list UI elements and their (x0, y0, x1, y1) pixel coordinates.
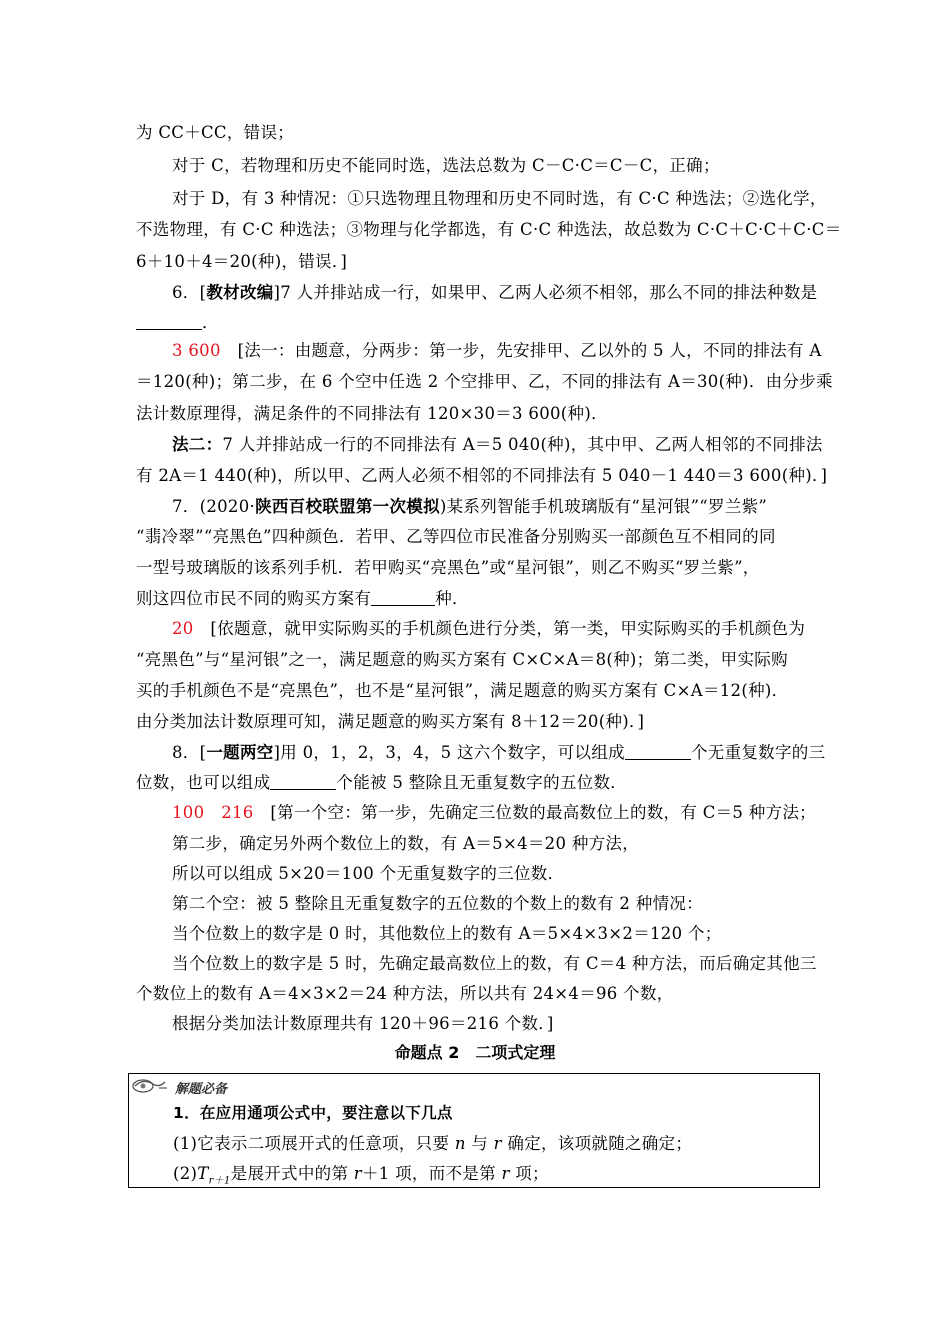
answer-blank (625, 743, 691, 760)
question-text: “翡冷翠”“亮黑色”四种颜色．若甲、乙等四位市民准备分别购买一部颜色互不相同的同 (136, 527, 776, 546)
answer-value: 100 216 (172, 803, 254, 822)
tips-text: 确定，该项就随之确定； (501, 1134, 693, 1153)
answer-blank (371, 589, 435, 606)
subscript: r＋1 (208, 1175, 231, 1187)
tips-text: (1)它表示二项展开式的任意项，只要 (173, 1134, 455, 1153)
text-line: 不选物理，有 C·C 种选法；③物理与化学都选，有 C·C 种选法，故总数为 C·C＋C·C＋C·C＝ (136, 220, 842, 239)
tips-box (128, 1073, 820, 1188)
tips-line (173, 1163, 549, 1192)
solution-text: [依题意，就甲实际购买的手机颜色进行分类，第一类，甲实际购买的手机颜色为 (210, 619, 806, 638)
answer-blank-line (136, 312, 219, 334)
text-line: 为 CC＋CC，错误； (136, 123, 295, 142)
tips-text: ＋1 项，而不是第 (361, 1164, 502, 1183)
solution-line: 所以可以组成 5×20＝100 个无重复数字的三位数． (172, 864, 565, 883)
question-text (136, 772, 627, 794)
section-heading: 命题点 2 二项式定理 (394, 1043, 556, 1062)
variable-r: r (501, 1164, 510, 1183)
question-number: 6．[ (172, 283, 207, 302)
question-tag: 教材改编 (206, 283, 274, 302)
text-line: 6＋10＋4＝20(种)，错误．] (136, 252, 348, 271)
solution-line: 第二步，确定另外两个数位上的数，有 A＝5×4＝20 种方法， (172, 834, 640, 853)
tips-text: 与 (465, 1134, 494, 1153)
question-text-part: ]用 0，1，2，3，4，5 这六个数字，可以组成 (273, 743, 625, 762)
solution-line: 第二个空：被 5 整除且无重复数字的五位数的个数上的数有 2 种情况： (172, 894, 703, 913)
solution-line: 由分类加法计数原理可知，满足题意的购买方案有 8＋12＝20(种)．] (136, 712, 645, 731)
solution-text: 7 人并排站成一行的不同排法有 A＝5 040(种)，其中甲、乙两人相邻的不同排法 (222, 435, 823, 454)
solution-line: 当个位数上的数字是 5 时，先确定最高数位上的数，有 C＝4 种方法，而后确定其他三 (172, 954, 817, 973)
question-text-part: 则这四位市民不同的购买方案有 (136, 589, 372, 608)
question-text (136, 588, 469, 610)
tips-text: (2) (173, 1164, 198, 1183)
solution-line: ＝120(种)；第二步，在 6 个空中任选 2 个空排甲、乙，不同的排法有 A＝30(种)．由分步乘 (136, 372, 833, 391)
question-number: 8．[ (172, 743, 207, 762)
solution-line: “亮黑色”与“星河银”之一，满足题意的购买方案有 C×C×A＝8(种)；第二类，甲实际购 (136, 650, 788, 669)
variable-n: n (454, 1134, 466, 1153)
variable-T: T (197, 1164, 209, 1183)
solution-line: 当个位数上的数字是 0 时，其他数位上的数有 A＝5×4×3×2＝120 个； (172, 924, 722, 943)
punctuation: ． (202, 313, 219, 332)
solution-line: 买的手机颜色不是“亮黑色”，也不是“星河银”，满足题意的购买方案有 C×A＝12(种)． (136, 681, 789, 700)
solution-text: [第一个空：第一步，先确定三位数的最高数位上的数，有 C＝5 种方法； (270, 803, 816, 822)
question-text-part: 位数，也可以组成 (136, 773, 271, 792)
solution-line (172, 434, 823, 456)
solution-text: [法一：由题意，分两步：第一步，先安排甲、乙以外的 5 人，不同的排法有 A (237, 341, 822, 360)
question-tag: 一题两空 (206, 743, 274, 762)
tips-box-tag: 解题必备 (175, 1082, 228, 1097)
question-number: 7．(2020· (172, 497, 256, 516)
answer-blank (136, 313, 202, 330)
tips-text: 是展开式中的第 (230, 1164, 354, 1183)
text-line: 对于 D，有 3 种情况：①只选物理且物理和历史不同时选，有 C·C 种选法；②选化学， (172, 189, 827, 208)
solution-line (172, 340, 822, 362)
solution-line: 根据分类加法计数原理共有 120＋96＝216 个数．] (172, 1014, 554, 1033)
variable-r: r (493, 1134, 502, 1153)
solution-line: 有 2A＝1 440(种)，所以甲、乙两人必须不相邻的不同排法有 5 040－1 440＝3 600(种)．] (136, 466, 828, 485)
question-8 (172, 742, 825, 764)
question-text: ]7 人并排站成一行，如果甲、乙两人必须不相邻，那么不同的排法种数是 (273, 283, 818, 302)
answer-value: 3 600 (172, 341, 221, 360)
solution-line: 法计数原理得，满足条件的不同排法有 120×30＝3 600(种)． (136, 404, 608, 423)
question-text: )某系列智能手机玻璃版有“星河银”“罗兰紫” (439, 497, 768, 516)
tips-text: 项； (509, 1164, 549, 1183)
question-text-part: 种． (435, 589, 469, 608)
question-text: 一型号玻璃版的该系列手机．若甲购买“亮黑色”或“星河银”，则乙不购买“罗兰紫”， (136, 558, 760, 577)
solution-line: 个数位上的数有 A＝4×3×2＝24 种方法，所以共有 24×4＝96 个数， (136, 984, 674, 1003)
question-text-part: 个能被 5 整除且无重复数字的五位数． (336, 773, 628, 792)
question-6 (172, 282, 817, 304)
question-text-part: 个无重复数字的三 (690, 743, 826, 762)
answer-value: 20 (172, 619, 194, 638)
question-tag: 陕西百校联盟第一次模拟 (255, 497, 440, 516)
variable-r: r (353, 1164, 362, 1183)
method-label: 法二： (172, 435, 223, 454)
swirl-icon (129, 1074, 169, 1096)
tips-line (173, 1133, 692, 1155)
solution-line (172, 618, 805, 640)
answer-blank (270, 773, 336, 790)
text-line: 对于 C，若物理和历史不能同时选，选法总数为 C－C·C＝C－C，正确； (172, 156, 720, 175)
question-7 (172, 496, 767, 518)
solution-line (172, 802, 816, 824)
tips-heading: 1．在应用通项公式中，要注意以下几点 (173, 1104, 453, 1122)
